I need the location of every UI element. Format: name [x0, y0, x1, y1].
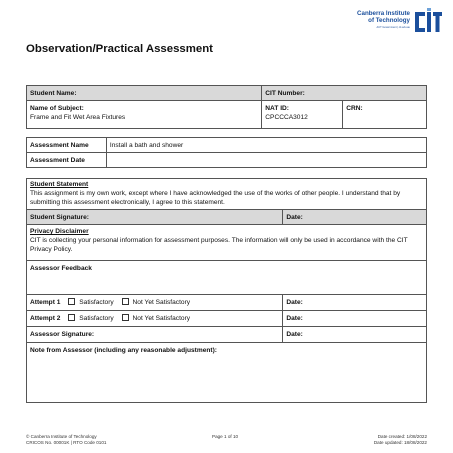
- attempt-2-date-field[interactable]: [283, 311, 427, 327]
- attempt-2-date-label: Date:: [286, 315, 303, 322]
- assessment-name-value: Install a bath and shower: [106, 138, 426, 153]
- assessment-date-field[interactable]: [106, 153, 426, 168]
- subject-value: Frame and Fit Wet Area Fixtures: [30, 114, 126, 121]
- attempt-2-cell: [27, 311, 283, 327]
- footer-page-number: Page 1 of 10: [212, 434, 239, 439]
- attempt-1-cell: [27, 295, 283, 311]
- nat-id-value: CPCCCA3012: [265, 114, 308, 121]
- student-statement-text: This assignment is my own work, except where I have acknowledged the use of the works of other people. I understand that by submitting this assessment electronically, I agree to this statement.: [30, 190, 401, 206]
- assessor-date-label: Date:: [286, 331, 303, 338]
- attempt-1-date-field[interactable]: [283, 295, 427, 311]
- student-details-table: [26, 85, 427, 129]
- privacy-disclaimer-cell: [27, 225, 427, 261]
- attempt-2-not-yet-satisfactory-checkbox[interactable]: [122, 314, 129, 321]
- assessor-date-field[interactable]: [283, 327, 427, 343]
- page-title: Observation/Practical Assessment: [26, 43, 213, 55]
- attempt-1-not-yet-satisfactory-checkbox[interactable]: [122, 298, 129, 305]
- attempt-2-label: Attempt 2: [30, 315, 61, 322]
- assessor-signature-field[interactable]: [27, 327, 283, 343]
- student-name-field[interactable]: [27, 86, 262, 101]
- assessor-note-label: Note from Assessor (including any reasonable adjustment):: [30, 347, 217, 354]
- student-statement-cell: [27, 179, 427, 210]
- student-statement-heading: Student Statement: [30, 181, 89, 188]
- crn-label: CRN:: [346, 105, 363, 112]
- cit-logo: [318, 8, 443, 38]
- footer-copyright: © Canberra Institute of Technology: [26, 434, 97, 439]
- nat-id-label: NAT ID:: [265, 105, 289, 112]
- footer-date-created: Date created: 1/08/2022: [377, 434, 427, 439]
- declarations-table: [26, 178, 427, 403]
- cit-logo-mark-icon: [413, 8, 443, 36]
- privacy-heading: Privacy Disclaimer: [30, 228, 89, 235]
- student-signature-label: Student Signature:: [30, 213, 89, 221]
- student-signature-field[interactable]: [27, 210, 283, 225]
- crn-field[interactable]: [343, 101, 427, 129]
- attempt-1-label: Attempt 1: [30, 299, 61, 306]
- attempt-2-not-yet-satisfactory-label: Not Yet Satisfactory: [132, 315, 191, 322]
- attempt-1-not-yet-satisfactory-label: Not Yet Satisfactory: [132, 299, 191, 306]
- student-date-label: Date:: [286, 213, 303, 221]
- logo-line-2: of Technology: [368, 17, 410, 24]
- cit-number-field[interactable]: [262, 86, 427, 101]
- assessor-signature-label: Assessor Signature:: [30, 331, 95, 338]
- attempt-2-satisfactory-label: Satisfactory: [79, 315, 114, 322]
- student-date-field[interactable]: [283, 210, 427, 225]
- attempt-1-satisfactory-label: Satisfactory: [79, 299, 114, 306]
- logo-line-1: Canberra Institute: [357, 10, 410, 17]
- attempt-2-satisfactory-checkbox[interactable]: [68, 314, 75, 321]
- assessor-note-field[interactable]: [27, 343, 427, 403]
- student-name-label: Student Name:: [30, 89, 77, 97]
- nat-id-cell: [262, 101, 343, 129]
- assessor-feedback-label: Assessor Feedback: [30, 265, 92, 272]
- attempt-1-date-label: Date:: [286, 299, 303, 306]
- logo-tagline: ACT Government | cit.edu.au: [376, 26, 410, 29]
- subject-label: Name of Subject:: [30, 105, 84, 112]
- footer-cricos: CRICOS No. 00001K | RTO Code 0101: [26, 440, 107, 445]
- assessor-feedback-field[interactable]: [27, 261, 427, 295]
- assessment-date-label: Assessment Date: [27, 153, 107, 168]
- attempt-1-satisfactory-checkbox[interactable]: [68, 298, 75, 305]
- footer-date-updated: Date updated: 18/08/2022: [373, 440, 427, 445]
- privacy-text: CIT is collecting your personal information for assessment purposes. The information will only be used in accordance with the CIT Privacy Policy.: [30, 237, 408, 253]
- subject-cell: [27, 101, 262, 129]
- cit-number-label: CIT Number:: [265, 89, 305, 97]
- assessment-details-table: [26, 137, 427, 168]
- assessment-name-label: Assessment Name: [27, 138, 107, 153]
